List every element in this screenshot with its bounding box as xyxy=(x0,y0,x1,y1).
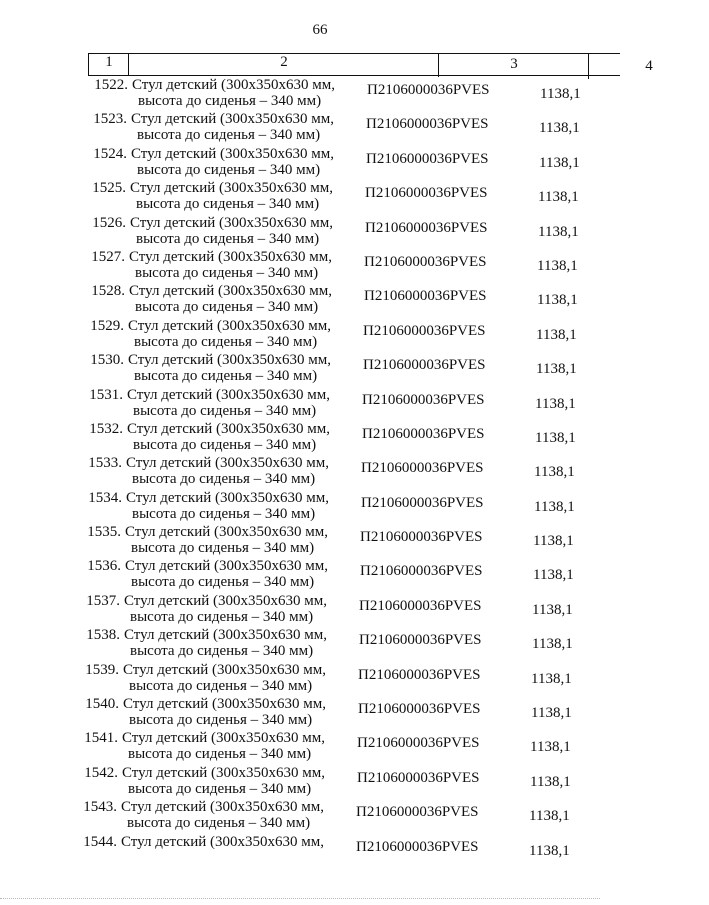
row-description xyxy=(131,146,371,178)
table-row xyxy=(0,387,640,421)
row-description xyxy=(131,111,371,143)
row-price: 1138,1 xyxy=(529,808,570,825)
row-number: 1526. xyxy=(92,214,126,231)
description-line-1: Стул детский (300x350x630 мм, xyxy=(121,799,324,816)
description-line-1: Стул детский (300x350x630 мм, xyxy=(123,696,326,713)
row-code: П2106000036PVES xyxy=(362,425,485,442)
description-line-1: Стул детский (300x350x630 мм, xyxy=(122,764,325,781)
row-price: 1138,1 xyxy=(533,533,574,550)
description-line-2: высота до сиденья – 340 мм) xyxy=(134,333,318,350)
description-line-2: высота до сиденья – 340 мм) xyxy=(128,746,312,763)
row-price: 1138,1 xyxy=(529,842,570,859)
row-price: 1138,1 xyxy=(536,326,577,343)
row-number: 1543. xyxy=(83,799,117,816)
description-line-1: Стул детский (300x350x630 мм, xyxy=(125,524,328,541)
description-line-1: Стул детский (300x350x630 мм, xyxy=(132,77,335,93)
description-line-1: Стул детский (300x350x630 мм, xyxy=(121,833,324,850)
description-line-1: Стул детский (300x350x630 мм, xyxy=(129,248,332,265)
table-row xyxy=(0,765,640,799)
row-code: П2106000036PVES xyxy=(356,838,479,855)
row-price: 1138,1 xyxy=(539,154,580,171)
description-line-2: высота до сиденья – 340 мм) xyxy=(131,540,315,557)
row-price: 1138,1 xyxy=(538,223,579,240)
description-line-1: Стул детский (300x350x630 мм, xyxy=(124,627,327,644)
row-code: П2106000036PVES xyxy=(358,666,481,683)
row-number: 1530. xyxy=(90,352,124,369)
row-code: П2106000036PVES xyxy=(363,322,486,339)
row-number: 1529. xyxy=(90,317,124,334)
description-line-1: Стул детский (300x350x630 мм, xyxy=(127,386,330,403)
description-line-1: Стул детский (300x350x630 мм, xyxy=(128,352,331,369)
footer-divider xyxy=(0,898,600,899)
description-line-2: высота до сиденья – 340 мм) xyxy=(134,368,318,385)
row-price: 1138,1 xyxy=(536,361,577,378)
table-row xyxy=(0,627,640,661)
row-description xyxy=(121,834,361,850)
table-row xyxy=(0,834,640,868)
row-price: 1138,1 xyxy=(540,86,581,102)
row-code: П2106000036PVES xyxy=(358,701,481,718)
description-line-2: высота до сиденья – 340 мм) xyxy=(131,574,315,591)
row-number: 1532. xyxy=(89,420,123,437)
row-description xyxy=(125,558,365,590)
table-header xyxy=(88,53,653,76)
row-number: 1542. xyxy=(84,764,118,781)
row-code: П2106000036PVES xyxy=(357,769,480,786)
row-number: 1537. xyxy=(86,592,120,609)
description-line-2: высота до сиденья – 340 мм) xyxy=(130,643,314,660)
description-line-1: Стул детский (300x350x630 мм, xyxy=(131,111,334,128)
row-code: П2106000036PVES xyxy=(359,632,482,649)
description-line-1: Стул детский (300x350x630 мм, xyxy=(126,489,329,506)
table-row xyxy=(0,662,640,696)
header-col-2: 2 xyxy=(128,54,439,75)
row-code: П2106000036PVES xyxy=(356,804,479,821)
description-line-2: высота до сиденья – 340 мм) xyxy=(136,196,320,213)
row-number: 1534. xyxy=(88,489,122,506)
row-price: 1138,1 xyxy=(534,464,575,481)
description-line-2: высота до сиденья – 340 мм) xyxy=(133,402,317,419)
row-number: 1531. xyxy=(89,386,123,403)
row-description xyxy=(121,799,361,831)
row-price: 1138,1 xyxy=(530,739,571,756)
table-row xyxy=(0,146,640,180)
row-description xyxy=(126,490,366,522)
row-number: 1524. xyxy=(93,145,127,162)
row-number: 1541. xyxy=(84,730,118,747)
header-col-4: 4 xyxy=(588,54,709,79)
description-line-1: Стул детский (300x350x630 мм, xyxy=(122,730,325,747)
description-line-2: высота до сиденья – 340 мм) xyxy=(128,780,312,797)
row-price: 1138,1 xyxy=(539,120,580,137)
row-description xyxy=(130,180,370,212)
description-line-2: высота до сиденья – 340 мм) xyxy=(132,471,316,488)
row-price: 1138,1 xyxy=(532,636,573,653)
description-line-1: Стул детский (300x350x630 мм, xyxy=(127,420,330,437)
table-row xyxy=(0,593,640,627)
row-code: П2106000036PVES xyxy=(363,357,486,374)
row-description xyxy=(122,730,362,762)
description-line-1: Стул детский (300x350x630 мм, xyxy=(126,455,329,472)
row-description xyxy=(127,421,367,453)
row-code: П2106000036PVES xyxy=(365,219,488,236)
table-row xyxy=(0,215,640,249)
row-description xyxy=(123,662,363,694)
row-price: 1138,1 xyxy=(537,257,578,274)
table-row xyxy=(0,455,640,489)
row-description xyxy=(130,215,370,247)
row-description xyxy=(124,627,364,659)
row-number: 1533. xyxy=(88,455,122,472)
row-price: 1138,1 xyxy=(535,395,576,412)
row-description xyxy=(126,455,366,487)
row-description xyxy=(124,593,364,625)
table-row xyxy=(0,490,640,524)
table-row xyxy=(0,180,640,214)
description-line-2: высота до сиденья – 340 мм) xyxy=(137,127,321,144)
row-code: П2106000036PVES xyxy=(362,391,485,408)
description-line-1: Стул детский (300x350x630 мм, xyxy=(129,283,332,300)
page-number: 66 xyxy=(312,22,328,38)
row-code: П2106000036PVES xyxy=(364,288,487,305)
table-body xyxy=(0,77,640,868)
row-number: 1535. xyxy=(87,524,121,541)
description-line-2: высота до сиденья – 340 мм) xyxy=(129,677,313,694)
description-line-2: высота до сиденья – 340 мм) xyxy=(132,505,316,522)
row-code: П2106000036PVES xyxy=(366,116,489,133)
description-line-1: Стул детский (300x350x630 мм, xyxy=(130,214,333,231)
row-number: 1522. xyxy=(94,77,128,93)
header-col-1: 1 xyxy=(88,54,129,75)
description-line-2: высота до сиденья – 340 мм) xyxy=(130,608,314,625)
table-row xyxy=(0,524,640,558)
table-row xyxy=(0,249,640,283)
description-line-1: Стул детский (300x350x630 мм, xyxy=(130,180,333,197)
row-price: 1138,1 xyxy=(534,498,575,515)
row-code: П2106000036PVES xyxy=(367,82,490,98)
description-line-2: высота до сиденья – 340 мм) xyxy=(129,712,313,729)
row-price: 1138,1 xyxy=(535,429,576,446)
row-price: 1138,1 xyxy=(530,773,571,790)
table-row xyxy=(0,352,640,386)
row-price: 1138,1 xyxy=(531,670,572,687)
description-line-2: высота до сиденья – 340 мм) xyxy=(135,299,319,316)
description-line-2: высота до сиденья – 340 мм) xyxy=(138,93,322,109)
row-price: 1138,1 xyxy=(533,567,574,584)
description-line-1: Стул детский (300x350x630 мм, xyxy=(128,317,331,334)
row-number: 1523. xyxy=(93,111,127,128)
row-description xyxy=(128,352,368,384)
row-number: 1538. xyxy=(86,627,120,644)
row-price: 1138,1 xyxy=(537,292,578,309)
row-number: 1544. xyxy=(83,833,117,850)
description-line-2: высота до сиденья – 340 мм) xyxy=(136,230,320,247)
row-number: 1540. xyxy=(85,696,119,713)
row-description xyxy=(128,318,368,350)
row-code: П2106000036PVES xyxy=(365,185,488,202)
table-row xyxy=(0,318,640,352)
table-row xyxy=(0,421,640,455)
description-line-1: Стул детский (300x350x630 мм, xyxy=(131,145,334,162)
row-code: П2106000036PVES xyxy=(357,735,480,752)
row-number: 1539. xyxy=(85,661,119,678)
row-description xyxy=(125,524,365,556)
row-code: П2106000036PVES xyxy=(360,563,483,580)
row-description xyxy=(123,696,363,728)
description-line-1: Стул детский (300x350x630 мм, xyxy=(125,558,328,575)
row-number: 1528. xyxy=(91,283,125,300)
row-code: П2106000036PVES xyxy=(361,494,484,511)
row-code: П2106000036PVES xyxy=(366,150,489,167)
row-number: 1525. xyxy=(92,180,126,197)
description-line-2: высота до сиденья – 340 мм) xyxy=(133,436,317,453)
table-row xyxy=(0,77,640,111)
row-code: П2106000036PVES xyxy=(364,253,487,270)
description-line-2: высота до сиденья – 340 мм) xyxy=(135,264,319,281)
table-row xyxy=(0,111,640,145)
description-line-1: Стул детский (300x350x630 мм, xyxy=(123,661,326,678)
row-code: П2106000036PVES xyxy=(359,597,482,614)
description-line-2: высота до сиденья – 340 мм) xyxy=(137,161,321,178)
row-description xyxy=(122,765,362,797)
row-description xyxy=(127,387,367,419)
table-row xyxy=(0,799,640,833)
row-description xyxy=(129,249,369,281)
table-row xyxy=(0,730,640,764)
row-code: П2106000036PVES xyxy=(361,460,484,477)
table-row xyxy=(0,558,640,592)
row-price: 1138,1 xyxy=(531,705,572,722)
description-line-1: Стул детский (300x350x630 мм, xyxy=(124,592,327,609)
row-description xyxy=(129,283,369,315)
row-number: 1536. xyxy=(87,558,121,575)
table-row xyxy=(0,283,640,317)
row-description xyxy=(132,77,372,109)
table-row xyxy=(0,696,640,730)
description-line-2: высота до сиденья – 340 мм) xyxy=(127,815,311,832)
row-number: 1527. xyxy=(91,248,125,265)
row-code: П2106000036PVES xyxy=(360,529,483,546)
row-price: 1138,1 xyxy=(532,601,573,618)
row-price: 1138,1 xyxy=(538,189,579,206)
header-col-3: 3 xyxy=(438,54,589,77)
